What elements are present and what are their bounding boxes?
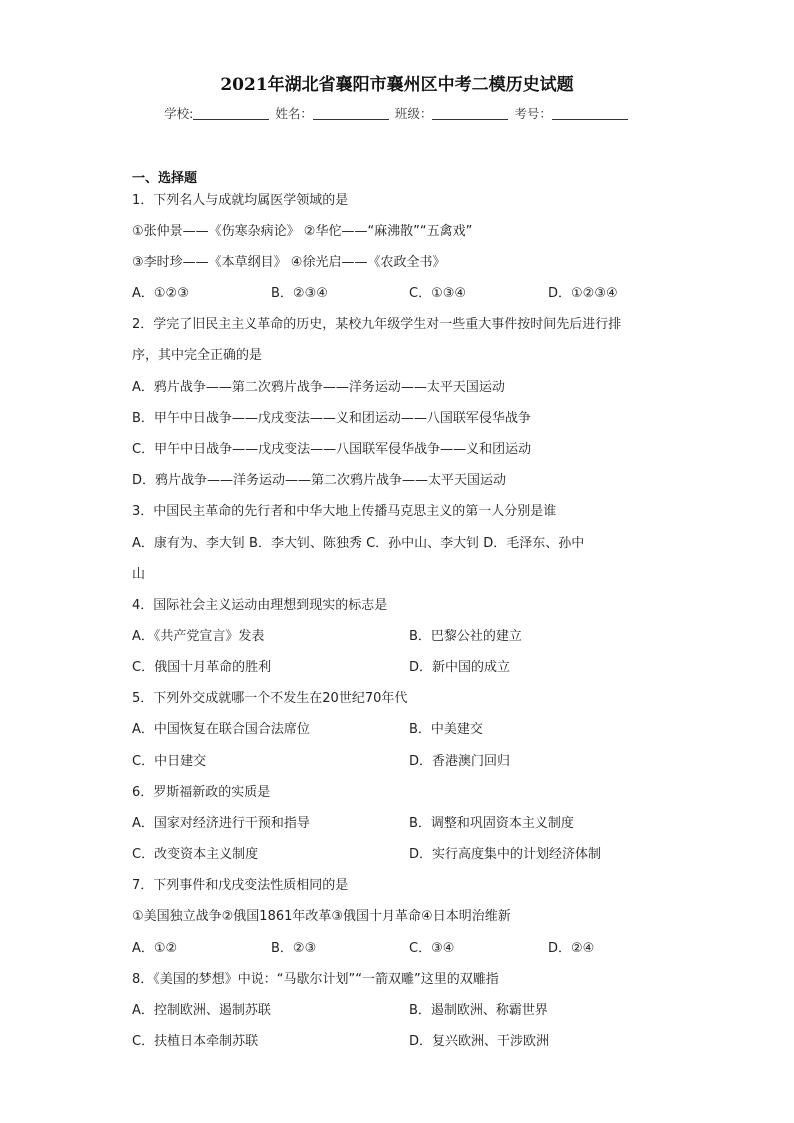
- school-label: 学校:: [164, 106, 194, 121]
- q2-option-a[interactable]: A．鸦片战争——第二次鸦片战争——洋务运动——太平天国运动: [132, 380, 505, 395]
- q3-stem: 3．中国民主革命的先行者和中华大地上传播马克思主义的第一人分别是谁: [132, 504, 557, 519]
- q6-option-a[interactable]: A．国家对经济进行干预和指导: [132, 816, 310, 831]
- q6-option-c[interactable]: C．改变资本主义制度: [132, 847, 259, 862]
- q5-option-c[interactable]: C．中日建交: [132, 754, 207, 769]
- name-label: 姓名：: [275, 106, 313, 121]
- q7-option-a[interactable]: A．①②: [132, 941, 178, 956]
- q8-option-b[interactable]: B．遏制欧洲、称霸世界: [409, 1003, 548, 1018]
- q7-option-b[interactable]: B．②③: [271, 941, 317, 956]
- class-blank[interactable]: [432, 106, 508, 120]
- class-label: 班级：: [394, 106, 433, 121]
- exam-title: 2021年湖北省襄阳市襄州区中考二模历史试题: [220, 75, 574, 95]
- q5-option-b[interactable]: B．中美建交: [409, 722, 483, 737]
- q5-option-d[interactable]: D．香港澳门回归: [409, 754, 511, 769]
- q8-option-d[interactable]: D．复兴欧洲、干涉欧洲: [409, 1034, 550, 1049]
- q8-option-c[interactable]: C．扶植日本牵制苏联: [132, 1034, 259, 1049]
- q3-options-wrap: 山: [132, 567, 146, 582]
- q1-option-a[interactable]: A．①②③: [132, 286, 189, 301]
- q2-stem-line1: 2．学完了旧民主主义革命的历史，某校九年级学生对一些重大事件按时间先后进行排: [132, 317, 622, 332]
- q2-stem-line2: 序，其中完全正确的是: [132, 348, 263, 363]
- q4-option-a[interactable]: A．《共产党宣言》发表: [132, 629, 265, 644]
- school-blank[interactable]: [193, 106, 269, 120]
- name-blank[interactable]: [313, 106, 389, 120]
- q2-option-b[interactable]: B．甲午中日战争——戊戌变法——义和团运动——八国联军侵华战争: [132, 411, 531, 426]
- q8-stem: 8．《美国的梦想》中说：“马歇尔计划”“一箭双雕”这里的双雕指: [132, 972, 499, 987]
- q4-option-b[interactable]: B．巴黎公社的建立: [409, 629, 522, 644]
- q7-option-c[interactable]: C．③④: [409, 941, 455, 956]
- q1-line2: ③李时珍——《本草纲目》 ④徐光启——《农政全书》: [132, 255, 446, 270]
- q3-options[interactable]: A．康有为、李大钊 B．李大钊、陈独秀 C．孙中山、李大钊 D．毛泽东、孙中: [132, 536, 585, 551]
- q1-option-d[interactable]: D．①②③④: [548, 286, 618, 301]
- exam-no-label: 考号：: [514, 106, 552, 121]
- q1-option-c[interactable]: C．①③④: [409, 286, 467, 301]
- section-title: 一、选择题: [132, 171, 198, 186]
- q6-option-d[interactable]: D．实行高度集中的计划经济体制: [409, 847, 602, 862]
- q5-stem: 5．下列外交成就哪一个不发生在20世纪70年代: [132, 691, 408, 706]
- q1-line1: ①张仲景——《伤寒杂病论》 ②华佗——“麻沸散”“五禽戏”: [132, 224, 473, 239]
- q2-option-d[interactable]: D．鸦片战争——洋务运动——第二次鸦片战争——太平天国运动: [132, 473, 507, 488]
- q7-line1: ①美国独立战争②俄国1861年改革③俄国十月革命④日本明治维新: [132, 909, 511, 924]
- exam-no-blank[interactable]: [552, 106, 628, 120]
- q6-stem: 6．罗斯福新政的实质是: [132, 785, 271, 800]
- q4-option-d[interactable]: D．新中国的成立: [409, 660, 511, 675]
- q7-option-d[interactable]: D．②④: [548, 941, 595, 956]
- q5-option-a[interactable]: A．中国恢复在联合国合法席位: [132, 722, 310, 737]
- q4-option-c[interactable]: C．俄国十月革命的胜利: [132, 660, 272, 675]
- q1-option-b[interactable]: B．②③④: [271, 286, 328, 301]
- q4-stem: 4．国际社会主义运动由理想到现实的标志是: [132, 598, 388, 613]
- q2-option-c[interactable]: C．甲午中日战争——戊戌变法——八国联军侵华战争——义和团运动: [132, 442, 532, 457]
- student-info-row: [0, 104, 794, 122]
- q6-option-b[interactable]: B．调整和巩固资本主义制度: [409, 816, 574, 831]
- q8-option-a[interactable]: A．控制欧洲、遏制苏联: [132, 1003, 271, 1018]
- q1-stem: 1．下列名人与成就均属医学领域的是: [132, 193, 349, 208]
- q7-stem: 7．下列事件和戊戌变法性质相同的是: [132, 878, 349, 893]
